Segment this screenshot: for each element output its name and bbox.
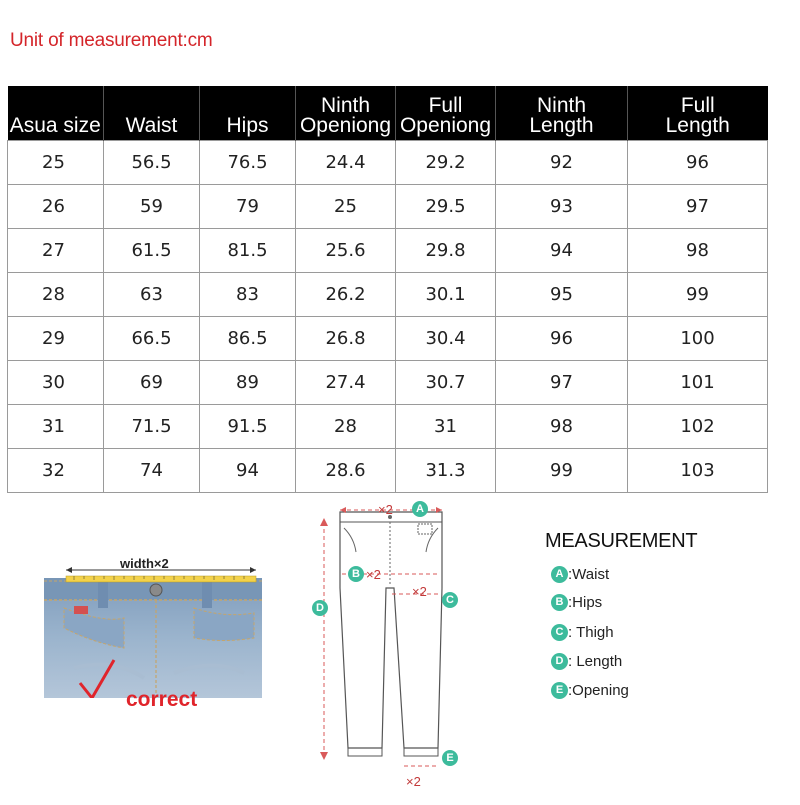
legend-item-label: :Opening [568, 682, 629, 699]
table-cell: 103 [628, 449, 768, 493]
table-cell: 29.5 [396, 185, 496, 229]
opening-multiplier: ×2 [406, 774, 421, 789]
table-cell: 100 [628, 317, 768, 361]
table-cell: 99 [628, 273, 768, 317]
table-cell: 24.4 [296, 141, 396, 185]
legend-item-label: : Length [568, 653, 623, 670]
table-cell: 26 [8, 185, 104, 229]
table-cell: 29.8 [396, 229, 496, 273]
legend-item [551, 594, 602, 611]
waist-multiplier: ×2 [378, 502, 393, 517]
table-cell: 28 [8, 273, 104, 317]
legend-item-label: : Thigh [568, 624, 614, 641]
legend-item [551, 682, 629, 699]
table-cell: 92 [496, 141, 628, 185]
table-cell: 98 [496, 405, 628, 449]
legend-item [551, 566, 609, 583]
table-cell: 30.1 [396, 273, 496, 317]
table-cell: 102 [628, 405, 768, 449]
column-header-line: Asua size [9, 114, 101, 137]
legend-item [551, 653, 622, 670]
column-header-line: Length [529, 114, 594, 137]
table-cell: 25.6 [296, 229, 396, 273]
table-body [8, 141, 768, 493]
table-cell: 93 [496, 185, 628, 229]
table-cell: 94 [200, 449, 296, 493]
table-cell: 30 [8, 361, 104, 405]
letter-b-icon: B [348, 566, 364, 582]
table-cell: 26.8 [296, 317, 396, 361]
table-row [8, 405, 768, 449]
pants-diagram [300, 498, 470, 800]
table-cell: 25 [296, 185, 396, 229]
table-cell: 27 [8, 229, 104, 273]
letter-a-icon: A [412, 501, 428, 517]
column-header-line: Ninth [320, 94, 371, 117]
column-header-line: Ninth [536, 94, 587, 117]
legend-item-label: :Waist [568, 566, 610, 583]
table-cell: 101 [628, 361, 768, 405]
table-row [8, 449, 768, 493]
column-header-line: Length [665, 114, 730, 137]
table-cell: 63 [104, 273, 200, 317]
table-cell: 31.3 [396, 449, 496, 493]
letter-e-icon: E [551, 682, 568, 699]
table-cell: 94 [496, 229, 628, 273]
table-row [8, 185, 768, 229]
table-cell: 89 [200, 361, 296, 405]
column-header [296, 86, 396, 141]
table-cell: 31 [8, 405, 104, 449]
table-cell: 71.5 [104, 405, 200, 449]
letter-c-icon: C [551, 624, 568, 641]
column-header-line: Waist [125, 114, 178, 137]
column-header-line: Hips [226, 114, 269, 137]
table-cell: 97 [628, 185, 768, 229]
column-header-line: Full [680, 94, 715, 117]
table-cell: 59 [104, 185, 200, 229]
letter-d-icon: D [551, 653, 568, 670]
hips-multiplier: ×2 [366, 567, 381, 582]
table-cell: 99 [496, 449, 628, 493]
table-cell: 91.5 [200, 405, 296, 449]
correct-label: correct [126, 688, 198, 711]
legend-item [551, 624, 614, 641]
table-cell: 79 [200, 185, 296, 229]
table-cell: 27.4 [296, 361, 396, 405]
table-cell: 31 [396, 405, 496, 449]
table-cell: 61.5 [104, 229, 200, 273]
table-cell: 95 [496, 273, 628, 317]
letter-c-icon: C [442, 592, 458, 608]
table-cell: 96 [496, 317, 628, 361]
table-cell: 69 [104, 361, 200, 405]
table-cell: 32 [8, 449, 104, 493]
table-cell: 74 [104, 449, 200, 493]
legend-item-label: :Hips [568, 594, 603, 611]
letter-a-icon: A [551, 566, 568, 583]
table-header-row [8, 86, 768, 141]
table-cell: 98 [628, 229, 768, 273]
table-cell: 96 [628, 141, 768, 185]
table-row [8, 273, 768, 317]
column-header [496, 86, 628, 141]
column-header [8, 86, 104, 141]
table-row [8, 317, 768, 361]
column-header [628, 86, 768, 141]
table-cell: 30.7 [396, 361, 496, 405]
letter-b-icon: B [551, 594, 568, 611]
column-header-line: Full [428, 94, 463, 117]
size-table [7, 86, 768, 493]
table-cell: 81.5 [200, 229, 296, 273]
column-header-line: Openiong [299, 114, 392, 137]
letter-e-icon: E [442, 750, 458, 766]
column-header [396, 86, 496, 141]
table-cell: 26.2 [296, 273, 396, 317]
table-row [8, 361, 768, 405]
letter-d-icon: D [312, 600, 328, 616]
table-cell: 28 [296, 405, 396, 449]
table-cell: 97 [496, 361, 628, 405]
column-header [200, 86, 296, 141]
table-cell: 30.4 [396, 317, 496, 361]
table-cell: 86.5 [200, 317, 296, 361]
table-cell: 76.5 [200, 141, 296, 185]
table-row [8, 141, 768, 185]
table-cell: 56.5 [104, 141, 200, 185]
table-cell: 28.6 [296, 449, 396, 493]
column-header-line: Openiong [399, 114, 492, 137]
thigh-multiplier: ×2 [412, 584, 427, 599]
unit-note: Unit of measurement:cm [10, 30, 213, 51]
table-cell: 83 [200, 273, 296, 317]
column-header [104, 86, 200, 141]
table-cell: 29 [8, 317, 104, 361]
width-label: width×2 [120, 556, 169, 571]
measurement-title: MEASUREMENT [545, 530, 698, 552]
table-cell: 66.5 [104, 317, 200, 361]
table-row [8, 229, 768, 273]
table-cell: 25 [8, 141, 104, 185]
table-cell: 29.2 [396, 141, 496, 185]
